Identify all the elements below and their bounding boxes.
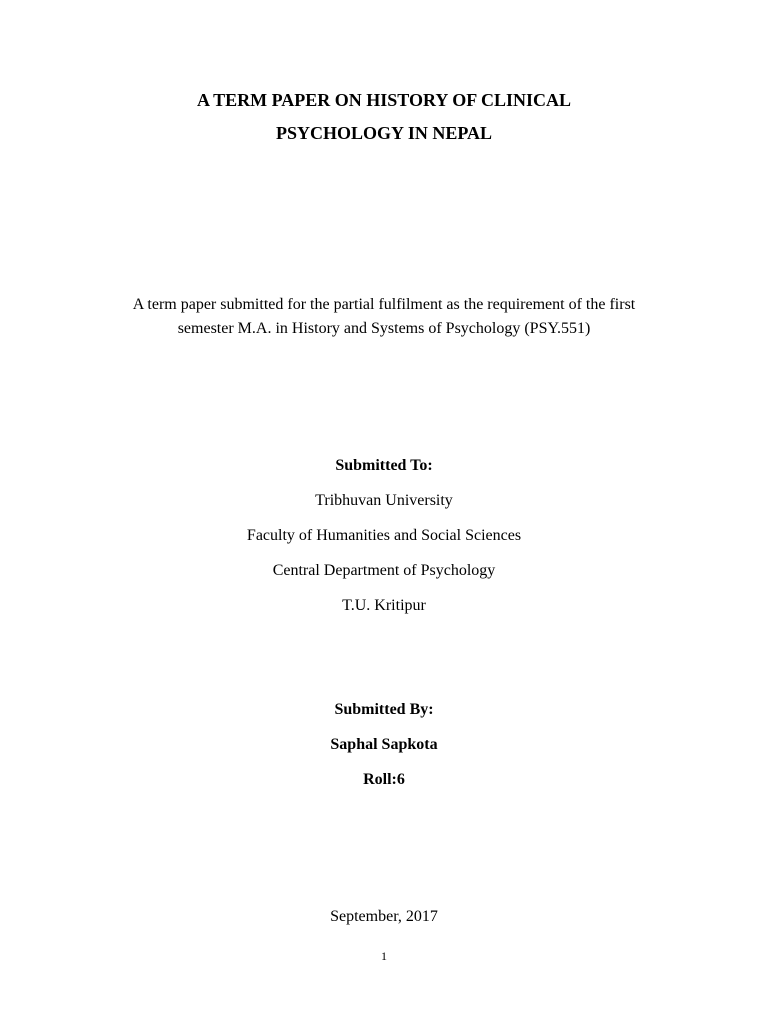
description-line-2: semester M.A. in History and Systems of Psychology (PSY.551) [177,320,591,337]
page-number: 1 [381,949,387,963]
submitted-to-department: Central Department of Psychology [272,562,496,579]
title-line-1: A TERM PAPER ON HISTORY OF CLINICAL [196,90,572,110]
submitted-by-heading: Submitted By: [334,701,434,718]
submitted-to-location: T.U. Kritipur [342,597,426,614]
submitted-to-heading: Submitted To: [335,457,433,474]
author-name: Saphal Sapkota [330,736,438,753]
submitted-to-faculty: Faculty of Humanities and Social Sciences [246,527,522,544]
title-line-2: PSYCHOLOGY IN NEPAL [275,123,493,143]
submitted-to-university: Tribhuvan University [315,492,453,509]
roll-number: Roll:6 [363,771,405,788]
submission-date: September, 2017 [330,908,438,925]
description-line-1: A term paper submitted for the partial fulfilment as the requirement of the first [132,296,636,313]
